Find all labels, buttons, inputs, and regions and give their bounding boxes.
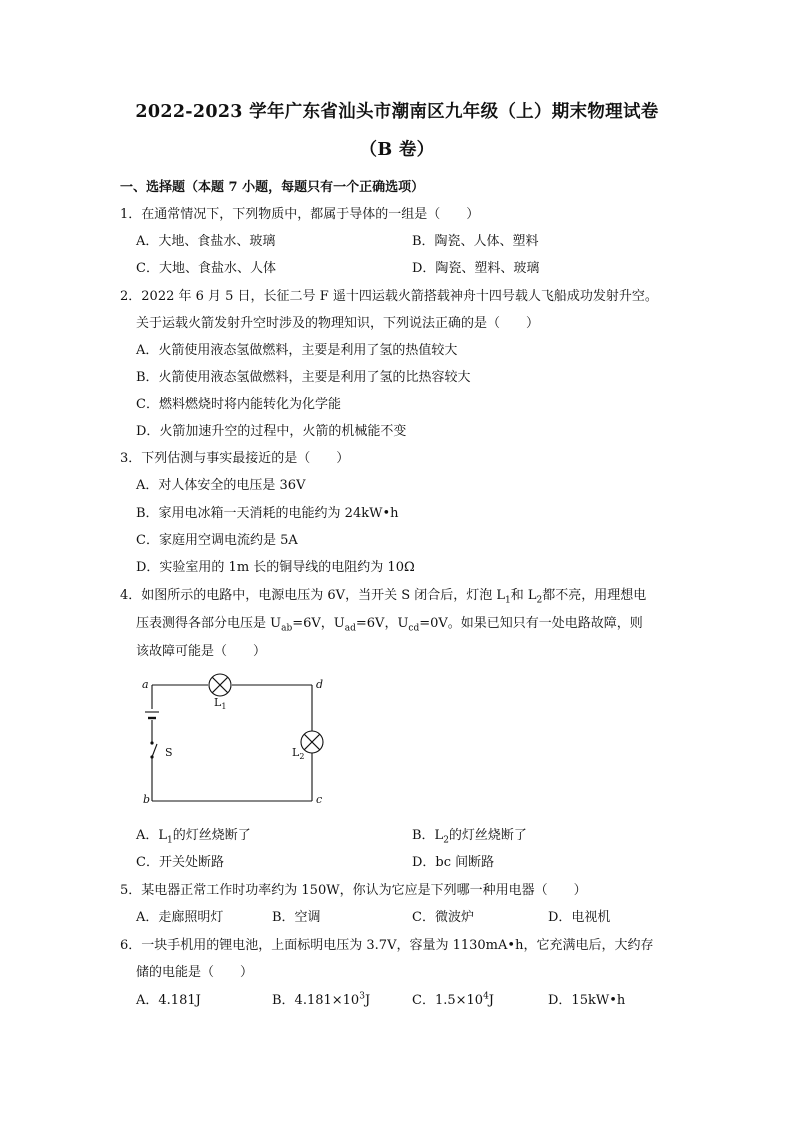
question-3-option-d: D．实验室用的 1m 长的铜导线的电阻约为 10Ω (136, 560, 415, 575)
question-6-option-c: C．$1.5\times 10^4J$ (412, 991, 495, 1008)
question-2-option-c: C．燃料燃烧时将内能转化为化学能 (136, 397, 341, 412)
question-4-stem-line3: 该故障可能是（ ） (136, 644, 267, 659)
exam-title: 2022-2023 学年广东省汕头市潮南区九年级（上）期末物理试卷 (135, 102, 659, 122)
lamp-l2-icon (301, 731, 323, 753)
question-4-stem-line1: 4．如图所示的电路中，电源电压为 6V，当开关 S 闭合后，灯泡 $L_1$和 $L_2$都不亮，用理想电 (120, 588, 647, 606)
node-label-c: c (316, 793, 323, 806)
question-4-option-b: B．$L_2$的灯丝烧断了 (412, 828, 527, 846)
question-1-option-c: C．大地、食盐水、人体 (136, 261, 276, 276)
question-1-option-d: D．陶瓷、塑料、玻璃 (412, 261, 540, 276)
question-3-option-c: C．家庭用空调电流约是 5A (136, 533, 298, 548)
section-heading: 一、选择题（本题 7 小题，每题只有一个正确选项） (120, 180, 425, 195)
exam-subtitle: （B 卷） (359, 140, 435, 160)
question-4-stem-line2: 压表测得各部分电压是 $U_{ab}=6V$，$U_{ad}=6V$，$U_{cd}=0V$。如果已知只有一处电路故障，则 (136, 616, 643, 634)
circuit-diagram (130, 672, 340, 812)
question-3-option-b: B．家用电冰箱一天消耗的电能约为 24kW•h (136, 506, 399, 521)
node-label-d: d (316, 678, 324, 691)
question-5-option-a: A．走廊照明灯 (136, 910, 224, 925)
question-2-stem-line2: 关于运载火箭发射升空时涉及的物理知识，下列说法正确的是（ ） (136, 316, 540, 331)
question-6-option-a: A．4.181J (136, 993, 201, 1008)
question-1-option-a: A．大地、食盐水、玻璃 (136, 234, 276, 249)
node-label-b: b (143, 793, 151, 806)
question-4-option-a: A．$L_1$的灯丝烧断了 (136, 828, 251, 846)
switch-lever (152, 744, 157, 757)
question-6-option-d: D．15kW•h (548, 993, 626, 1008)
question-6-option-b: B．$4.181\times 10^3J$ (272, 991, 371, 1008)
lamp-l2-label: $L_2$ (292, 746, 305, 761)
question-5-option-b: B．空调 (272, 910, 321, 925)
question-2-option-a: A．火箭使用液态氢做燃料，主要是利用了氢的热值较大 (136, 343, 458, 358)
lamp-l1-icon (209, 674, 231, 696)
switch-contact-top (150, 741, 153, 744)
question-2-option-b: B．火箭使用液态氢做燃料，主要是利用了氢的比热容较大 (136, 370, 471, 385)
question-3-option-a: A．对人体安全的电压是 36V (136, 478, 306, 493)
question-4-option-d: D．bc 间断路 (412, 855, 495, 870)
question-5-stem: 5．某电器正常工作时功率约为 150W，你认为它应是下列哪一种用电器（ ） (120, 883, 587, 898)
question-2-stem-line1: 2．2022 年 6 月 5 日，长征二号 F 遥十四运载火箭搭载神舟十四号载人飞船成功发射升空。 (120, 289, 658, 304)
question-1-stem: 1．在通常情况下，下列物质中，都属于导体的一组是（ ） (120, 207, 480, 222)
question-5-option-c: C．微波炉 (412, 910, 474, 925)
question-6-stem-line2: 储的电能是（ ） (136, 965, 254, 980)
question-4-option-c: C．开关处断路 (136, 855, 224, 870)
node-label-a: a (142, 678, 149, 691)
question-6-stem-line1: 6．一块手机用的锂电池，上面标明电压为 3.7V，容量为 1130mA•h，它充满电后，大约存 (120, 938, 654, 953)
lamp-l1-label: $L_1$ (214, 696, 227, 711)
question-2-option-d: D．火箭加速升空的过程中，火箭的机械能不变 (136, 424, 407, 439)
question-5-option-d: D．电视机 (548, 910, 611, 925)
question-3-stem: 3．下列估测与事实最接近的是（ ） (120, 451, 350, 466)
question-1-option-b: B．陶瓷、人体、塑料 (412, 234, 539, 249)
switch-label: S (165, 746, 173, 759)
